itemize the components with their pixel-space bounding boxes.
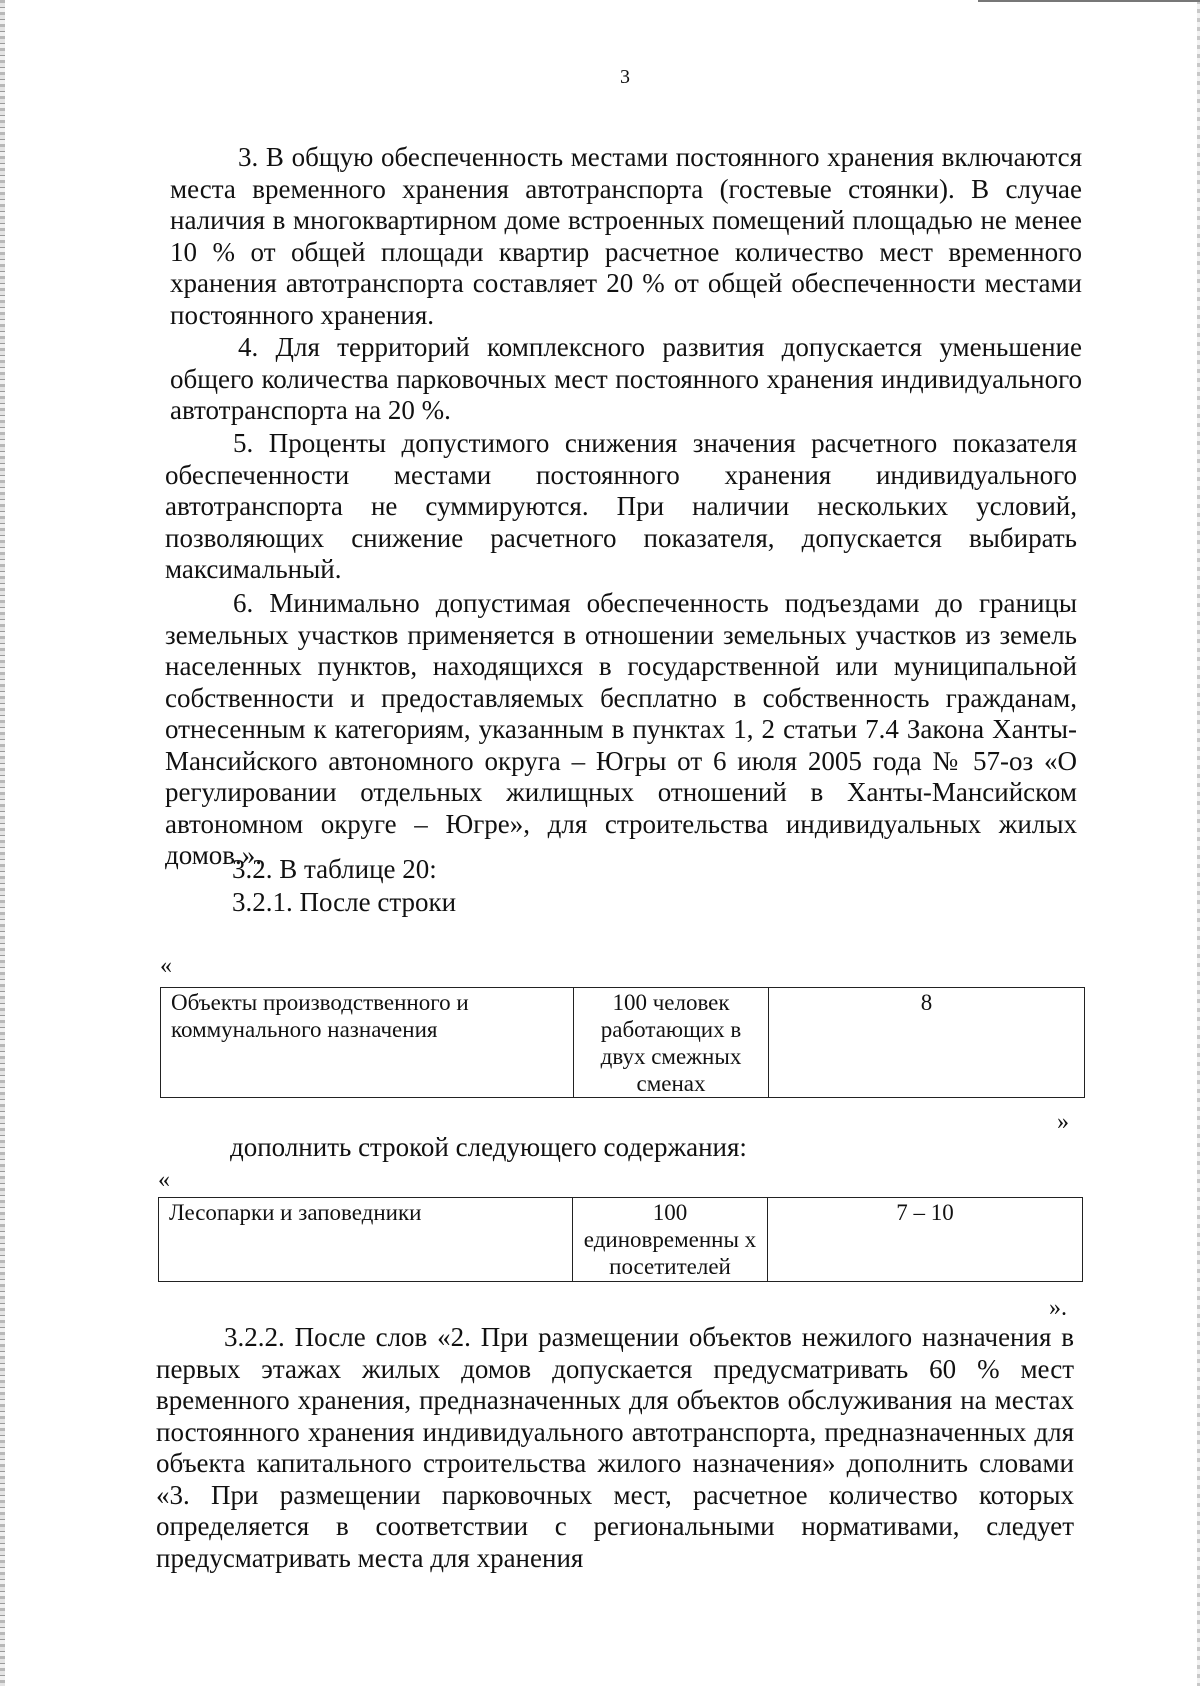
- open-quote-1: «: [160, 953, 172, 979]
- open-quote-2: «: [158, 1167, 170, 1193]
- cell-object-name: Объекты производственного и коммунального назначения: [161, 988, 574, 1098]
- item-3-2-1: 3.2.1. После строки: [232, 887, 457, 917]
- paragraph-3-2-2: 3.2.2. После слов «2. При размещении объектов нежилого назначения в первых этажах жилых домов допускается предусматривать 60 % мест временного хранения, предназначенных для объектов обслуживания на местах постоянного хранения индивидуального автотранспорта, предназначенных для объекта капитального строительства жилого назначения» дополнить словами «3. При размещении парковочных мест, расчетное количество которых определяется в соответствии с региональными нормативами, следует предусматривать места для хранения: [156, 1322, 1074, 1573]
- cell-object-name: Лесопарки и заповедники: [159, 1198, 573, 1282]
- paragraph-4: 4. Для территорий комплексного развития допускается уменьшение общего количества парковочных мест постоянного хранения индивидуального автотранспорта на 20 %.: [170, 332, 1082, 425]
- cell-value: 8: [769, 988, 1085, 1098]
- cell-value: 7 – 10: [768, 1198, 1083, 1282]
- table-row-forest-parks: [158, 1197, 1083, 1282]
- supplement-text: дополнить строкой следующего содержания:: [230, 1132, 747, 1162]
- close-quote-1: »: [1057, 1109, 1069, 1135]
- cell-unit: 100 человек работающих в двух смежных сменах: [574, 988, 769, 1098]
- paragraph-6: 6. Минимально допустимая обеспеченность подъездами до границы земельных участков применяется в отношении земельных участков из земель населенных пунктов, находящихся в государственной или муниципальной собственности и предоставляемых бесплатно в собственность гражданам, отнесенным к категориям, указанным в пунктах 1, 2 статьи 7.4 Закона Ханты-Мансийского автономного округа – Югры от 6 июля 2005 года № 57-оз «О регулировании отдельных жилищных отношений в Ханты-Мансийском автономном округе – Югре», для строительства индивидуальных жилых домов.».: [165, 588, 1077, 870]
- paragraph-3: 3. В общую обеспеченность местами постоянного хранения включаются места временного хранения автотранспорта (гостевые стоянки). В случае наличия в многоквартирном доме встроенных помещений площадью не менее 10 % от общей площади квартир расчетное количество мест временного хранения автотранспорта составляет 20 % от общей обеспеченности местами постоянного хранения.: [170, 142, 1082, 330]
- scan-edge-left: [0, 0, 5, 1686]
- page-number: 3: [620, 66, 630, 88]
- close-quote-2: ».: [1049, 1295, 1067, 1321]
- table-row-industrial: [160, 987, 1085, 1098]
- cell-unit: 100 единовременны х посетителей: [573, 1198, 768, 1282]
- item-3-2: 3.2. В таблице 20:: [232, 854, 437, 884]
- paragraph-5: 5. Проценты допустимого снижения значения расчетного показателя обеспеченности местами постоянного хранения индивидуального автотранспорта не суммируются. При наличии нескольких условий, позволяющих снижение расчетного показателя, допускается выбирать максимальный.: [165, 428, 1077, 584]
- scan-top-line: [978, 0, 1200, 2]
